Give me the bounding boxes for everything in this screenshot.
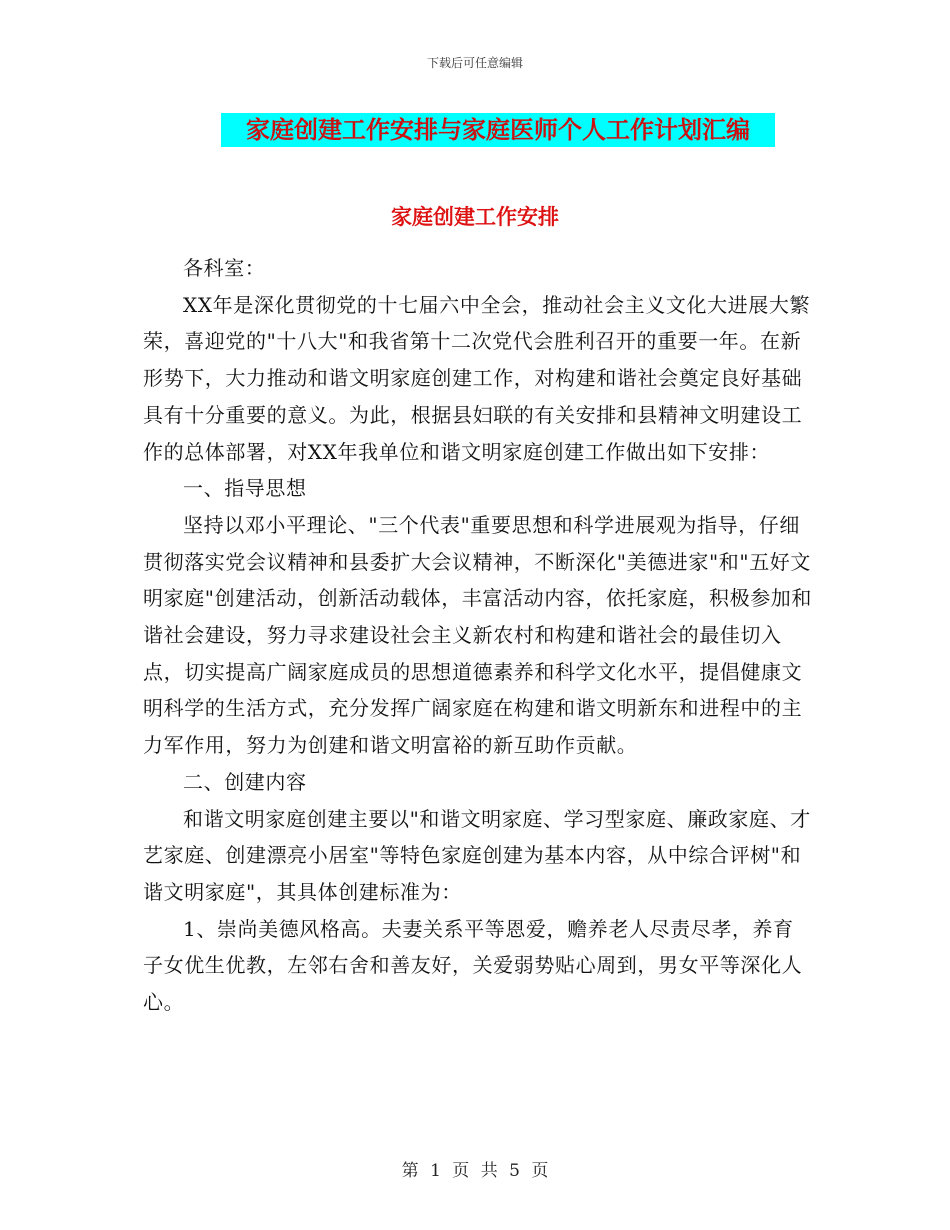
document-body [143, 250, 813, 1021]
section-title: 家庭创建工作安排 [391, 205, 559, 229]
page-footer: 第 1 页 共 5 页 [401, 1161, 549, 1181]
body-paragraph: 和谐文明家庭创建主要以"和谐文明家庭、学习型家庭、廉政家庭、才艺家庭、创建漂亮小居室"等特色家庭创建为基本内容，从中综合评树"和谐文明家庭"，其具体创建标准为： [143, 806, 811, 904]
section-heading: 二、创建内容 [183, 769, 307, 794]
header-note: 下载后可任意编辑 [426, 56, 523, 70]
document-title: 家庭创建工作安排与家庭医师个人工作计划汇编 [221, 113, 775, 147]
body-paragraph: 1、崇尚美德风格高。夫妻关系平等恩爱，赡养老人尽责尽孝，养育子女优生优教，左邻右舍和善友好，关爱弱势贴心周到，男女平等深化人心。 [143, 916, 803, 1015]
body-paragraph: XX年是深化贯彻党的十七届六中全会，推动社会主义文化大进展大繁荣，喜迎党的"十八大"和我省第十二次党代会胜利召开的重要一年。在新形势下，大力推动和谐文明家庭创建工作，对构建和谐社会奠定良好基础具有十分重要的意义。为此，根据县妇联的有关安排和县精神文明建设工作的总体部署，对XX年我单位和谐文明家庭创建工作做出如下安排： [143, 292, 811, 464]
body-paragraph: 坚持以邓小平理论、"三个代表"重要思想和科学进展观为指导，仔细贯彻落实党会议精神和县委扩大会议精神，不断深化"美德进家"和"五好文明家庭"创建活动，创新活动载体，丰富活动内容，依托家庭，积极参加和谐社会建设，努力寻求建设社会主义新农村和构建和谐社会的最佳切入点，切实提高广阔家庭成员的思想道德素养和科学文化水平，提倡健康文明科学的生活方式，充分发挥广阔家庭在构建和谐文明新东和进程中的主力军作用，努力为创建和谐文明富裕的新互助作贡献。 [143, 512, 812, 758]
section-heading: 一、指导思想 [183, 476, 307, 501]
salutation: 各科室： [183, 256, 266, 280]
